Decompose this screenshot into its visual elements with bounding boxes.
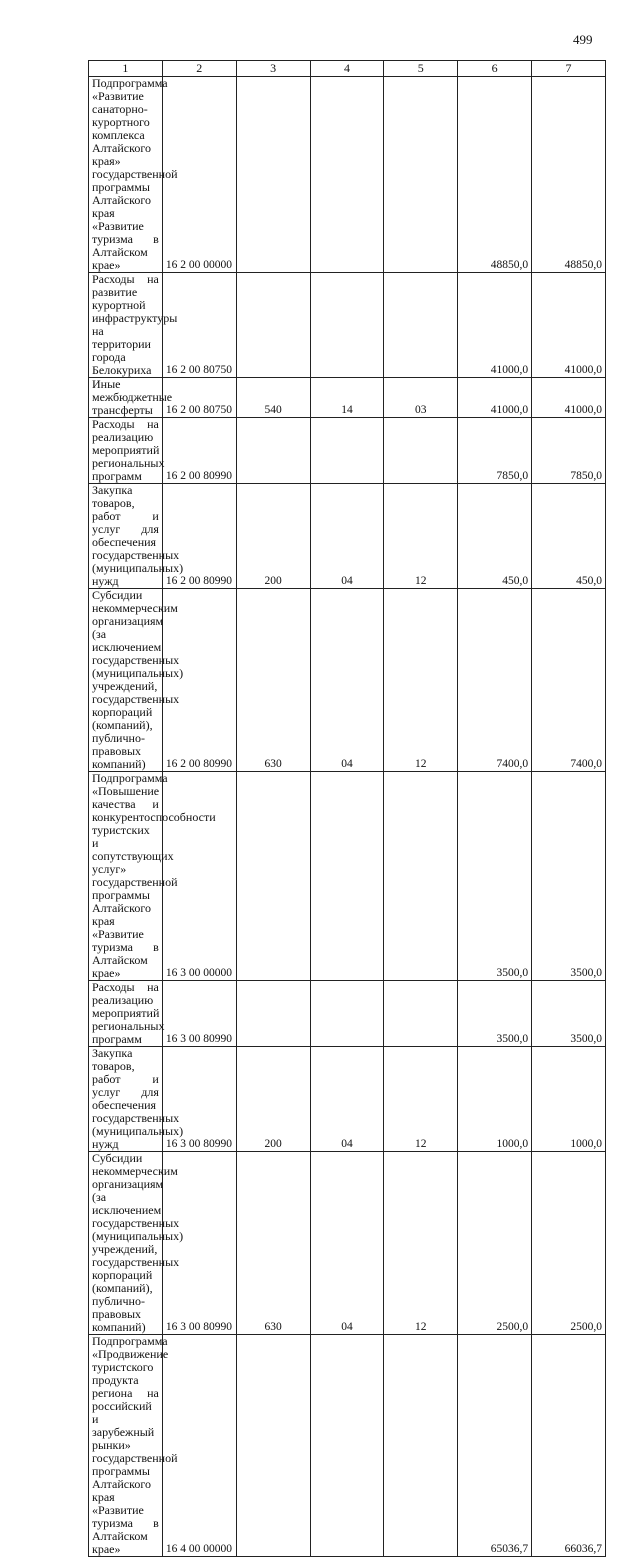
row-expense-type: 630 [236, 1152, 310, 1335]
row-subsection: 12 [384, 589, 458, 772]
row-subsection [384, 772, 458, 981]
row-amount-col6: 3500,0 [458, 772, 532, 981]
header-col-2: 2 [162, 61, 236, 77]
row-amount-col6: 3500,0 [458, 981, 532, 1047]
row-name-text: Расходы на развитие курортной инфраструктуры на территории города Белокуриха [92, 272, 178, 377]
row-amount-col6: 1000,0 [458, 1047, 532, 1152]
row-expense-type [236, 77, 310, 273]
row-section: 14 [310, 378, 384, 418]
row-amount-col6: 2500,0 [458, 1152, 532, 1335]
row-code: 16 3 00 80990 [162, 1152, 236, 1335]
table-row [89, 1335, 606, 1557]
row-amount-col7: 41000,0 [532, 273, 606, 378]
row-section [310, 1335, 384, 1557]
row-name [89, 377, 173, 418]
row-expense-type: 200 [236, 1047, 310, 1152]
budget-table [88, 60, 606, 1557]
header-col-4: 4 [310, 61, 384, 77]
row-amount-col6: 41000,0 [458, 378, 532, 418]
row-section [310, 77, 384, 273]
row-subsection: 12 [384, 1152, 458, 1335]
row-amount-col6: 7400,0 [458, 589, 532, 772]
page-number: 499 [573, 32, 593, 47]
row-code: 16 3 00 00000 [162, 772, 236, 981]
row-name-text: Закупка товаров, работ и услуг для обеспечения государственных (муниципальных) нужд [92, 483, 184, 588]
row-code: 16 2 00 80750 [162, 378, 236, 418]
row-section [310, 981, 384, 1047]
row-code: 16 2 00 80990 [162, 484, 236, 589]
row-amount-col7: 7850,0 [532, 418, 606, 484]
row-amount-col6: 65036,7 [458, 1335, 532, 1557]
row-name-text: Расходы на реализацию мероприятий региональных программ [92, 980, 165, 1046]
row-subsection [384, 981, 458, 1047]
row-name [89, 588, 184, 772]
table-row [89, 484, 606, 589]
row-code: 16 2 00 80990 [162, 589, 236, 772]
table-row [89, 589, 606, 772]
row-name [89, 272, 178, 378]
row-name [89, 483, 184, 589]
row-amount-col7: 7400,0 [532, 589, 606, 772]
row-code: 16 2 00 80990 [162, 418, 236, 484]
row-expense-type: 200 [236, 484, 310, 589]
row-name [89, 76, 178, 273]
row-amount-col6: 7850,0 [458, 418, 532, 484]
row-name [89, 1334, 178, 1557]
row-amount-col7: 3500,0 [532, 772, 606, 981]
header-col-1: 1 [89, 61, 163, 77]
table-row [89, 772, 606, 981]
row-name-text: Субсидии некоммерческим организациям (за исключением государственных (муниципальных) учреждений, государственных корпораций (компаний), публично-правовых компаний) [92, 588, 184, 771]
row-expense-type [236, 1335, 310, 1557]
header-col-6: 6 [458, 61, 532, 77]
row-subsection: 12 [384, 484, 458, 589]
table-row [89, 418, 606, 484]
row-expense-type: 630 [236, 589, 310, 772]
row-subsection: 03 [384, 378, 458, 418]
row-expense-type: 540 [236, 378, 310, 418]
row-amount-col6: 450,0 [458, 484, 532, 589]
table-row [89, 273, 606, 378]
header-row [89, 61, 606, 77]
table-row [89, 981, 606, 1047]
row-expense-type [236, 772, 310, 981]
row-amount-col7: 450,0 [532, 484, 606, 589]
row-expense-type [236, 273, 310, 378]
row-amount-col7: 66036,7 [532, 1335, 606, 1557]
row-name-text: Подпрограмма «Продвижение туристского продукта региона на российский и зарубежный рынки» государственной программы Алтайского края «Развитие туризма в Алтайском крае» [92, 1334, 178, 1556]
row-name-text: Иные межбюджетные трансферты [92, 377, 173, 417]
row-code: 16 2 00 00000 [162, 77, 236, 273]
row-code: 16 2 00 80750 [162, 273, 236, 378]
row-amount-col7: 1000,0 [532, 1047, 606, 1152]
table-row [89, 1047, 606, 1152]
row-name [89, 418, 163, 484]
row-amount-col7: 2500,0 [532, 1152, 606, 1335]
row-amount-col7: 41000,0 [532, 378, 606, 418]
row-name-text: Подпрограмма «Развитие санаторно-курортного комплекса Алтайского края» государственной программы Алтайского края «Развитие туризма в Алтайском крае» [92, 76, 178, 272]
row-subsection [384, 418, 458, 484]
row-section: 04 [310, 1152, 384, 1335]
row-name [89, 1046, 184, 1152]
row-amount-col6: 41000,0 [458, 273, 532, 378]
row-code: 16 4 00 00000 [162, 1335, 236, 1557]
table-row [89, 378, 606, 418]
row-name-text: Подпрограмма «Повышение качества и конкурентоспособности туристских и сопутствующих услуг» государственной программы Алтайского края «Развитие туризма в Алтайском крае» [92, 771, 216, 980]
table-row [89, 77, 606, 273]
row-section: 04 [310, 589, 384, 772]
row-name-text: Расходы на реализацию мероприятий региональных программ [92, 417, 165, 483]
row-subsection [384, 77, 458, 273]
row-section [310, 418, 384, 484]
row-name [89, 1151, 184, 1335]
row-amount-col7: 48850,0 [532, 77, 606, 273]
row-subsection: 12 [384, 1047, 458, 1152]
row-name-text: Закупка товаров, работ и услуг для обеспечения государственных (муниципальных) нужд [92, 1046, 184, 1151]
row-subsection [384, 1335, 458, 1557]
row-amount-col7: 3500,0 [532, 981, 606, 1047]
row-name [89, 981, 163, 1047]
row-expense-type [236, 981, 310, 1047]
row-subsection [384, 273, 458, 378]
table-row [89, 1152, 606, 1335]
row-code: 16 3 00 80990 [162, 1047, 236, 1152]
header-col-5: 5 [384, 61, 458, 77]
header-col-3: 3 [236, 61, 310, 77]
row-section: 04 [310, 1047, 384, 1152]
row-section: 04 [310, 484, 384, 589]
row-section [310, 772, 384, 981]
row-amount-col6: 48850,0 [458, 77, 532, 273]
header-col-7: 7 [532, 61, 606, 77]
row-code: 16 3 00 80990 [162, 981, 236, 1047]
row-section [310, 273, 384, 378]
row-expense-type [236, 418, 310, 484]
row-name-text: Субсидии некоммерческим организациям (за исключением государственных (муниципальных) учреждений, государственных корпораций (компаний), публично-правовых компаний) [92, 1151, 184, 1334]
